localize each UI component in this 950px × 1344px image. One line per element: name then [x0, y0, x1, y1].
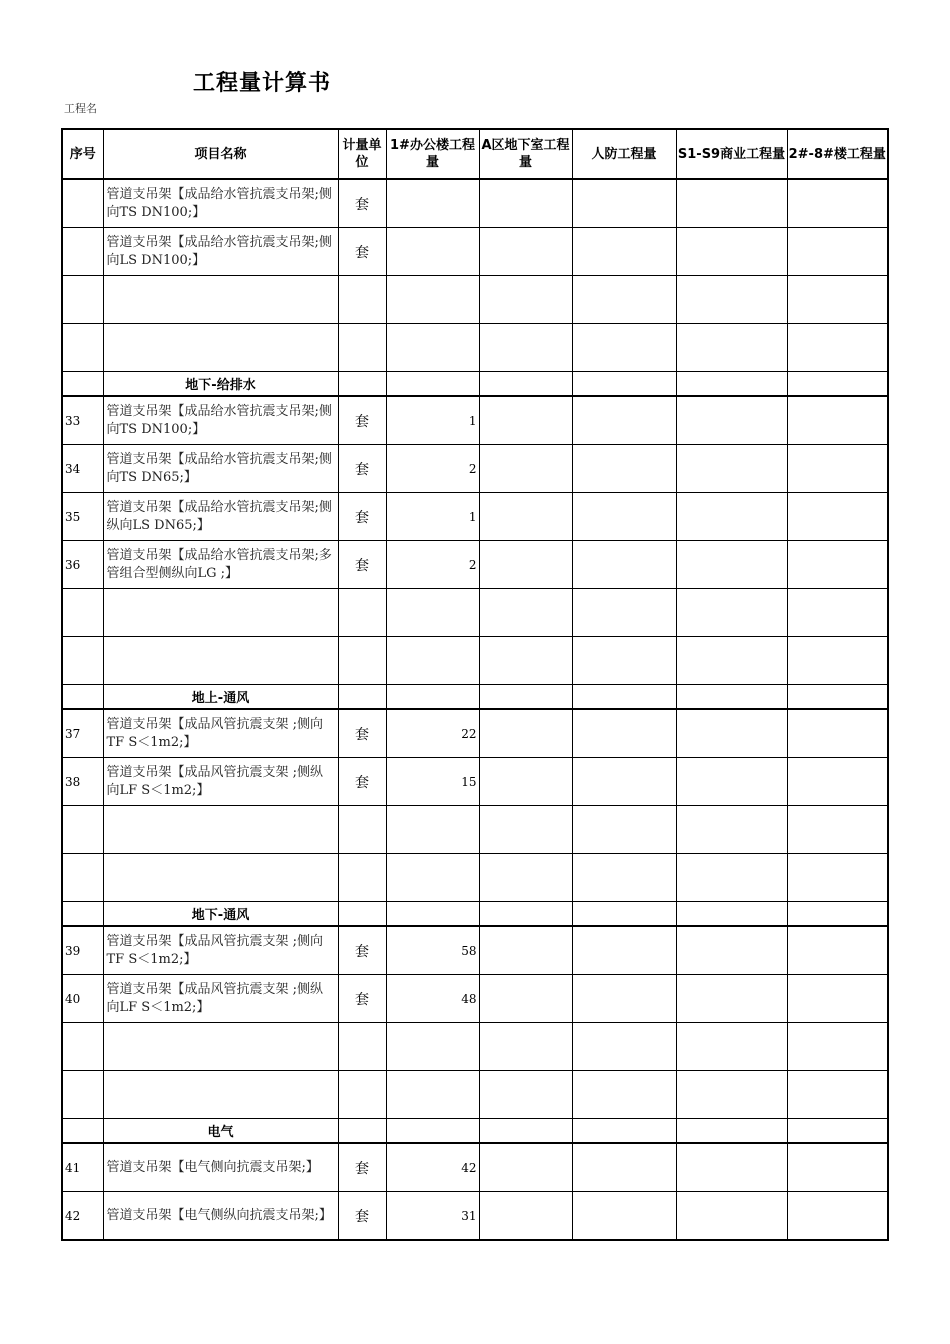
empty-cell	[386, 1071, 479, 1119]
quantity-cell: 1	[386, 493, 479, 541]
quantity-cell	[787, 396, 888, 445]
empty-cell	[103, 1023, 338, 1071]
empty-cell	[787, 685, 888, 710]
quantity-cell	[676, 396, 787, 445]
empty-cell	[479, 324, 572, 372]
empty-cell	[787, 1023, 888, 1071]
empty-cell	[103, 276, 338, 324]
empty-cell	[479, 637, 572, 685]
empty-cell	[338, 685, 386, 710]
quantity-cell	[479, 541, 572, 589]
quantity-cell	[572, 541, 676, 589]
empty-cell	[338, 806, 386, 854]
project-name-label: 工程名	[64, 102, 97, 115]
quantity-table	[61, 128, 889, 1241]
empty-cell	[103, 589, 338, 637]
empty-cell	[386, 276, 479, 324]
unit-cell: 套	[338, 1192, 386, 1241]
section-title: 地下-给排水	[103, 372, 338, 397]
empty-cell	[386, 1023, 479, 1071]
quantity-cell	[572, 445, 676, 493]
quantity-cell	[676, 228, 787, 276]
section-title: 地上-通风	[103, 685, 338, 710]
section-row	[62, 1119, 888, 1144]
empty-cell	[676, 1119, 787, 1144]
quantity-cell	[479, 709, 572, 758]
empty-cell	[676, 1023, 787, 1071]
section-row	[62, 685, 888, 710]
empty-cell	[787, 1119, 888, 1144]
empty-cell	[479, 1023, 572, 1071]
empty-cell	[572, 324, 676, 372]
blank-row	[62, 1023, 888, 1071]
quantity-cell	[479, 926, 572, 975]
empty-cell	[338, 637, 386, 685]
quantity-cell	[676, 1192, 787, 1241]
seq-cell: 40	[62, 975, 103, 1023]
item-name-cell: 管道支吊架【成品风管抗震支架 ;侧纵向LF S＜1m2;】	[103, 975, 338, 1023]
empty-cell	[572, 854, 676, 902]
table-row	[62, 758, 888, 806]
quantity-cell	[787, 758, 888, 806]
empty-cell	[787, 637, 888, 685]
empty-cell	[572, 1119, 676, 1144]
empty-cell	[479, 276, 572, 324]
empty-cell	[386, 589, 479, 637]
quantity-cell: 31	[386, 1192, 479, 1241]
empty-cell	[572, 637, 676, 685]
quantity-cell	[479, 396, 572, 445]
unit-cell: 套	[338, 493, 386, 541]
quantity-cell	[572, 926, 676, 975]
empty-cell	[479, 854, 572, 902]
empty-cell	[572, 806, 676, 854]
empty-cell	[62, 854, 103, 902]
quantity-cell	[676, 709, 787, 758]
empty-cell	[62, 276, 103, 324]
quantity-cell	[479, 1192, 572, 1241]
empty-cell	[479, 1071, 572, 1119]
table-row	[62, 541, 888, 589]
quantity-cell	[386, 179, 479, 228]
empty-cell	[386, 1119, 479, 1144]
header-q1: 1#办公楼工程量	[386, 129, 479, 179]
quantity-cell	[676, 493, 787, 541]
quantity-cell	[572, 493, 676, 541]
table-row	[62, 493, 888, 541]
empty-cell	[676, 685, 787, 710]
quantity-cell	[676, 975, 787, 1023]
item-name-cell: 管道支吊架【电气侧向抗震支吊架;】	[103, 1143, 338, 1192]
seq-cell: 39	[62, 926, 103, 975]
empty-cell	[572, 276, 676, 324]
table-row	[62, 445, 888, 493]
quantity-cell	[787, 228, 888, 276]
unit-cell: 套	[338, 179, 386, 228]
quantity-cell	[676, 1143, 787, 1192]
seq-cell	[62, 685, 103, 710]
empty-cell	[787, 324, 888, 372]
quantity-cell	[572, 396, 676, 445]
empty-cell	[787, 806, 888, 854]
item-name-cell: 管道支吊架【成品给水管抗震支吊架;侧纵向LS DN65;】	[103, 493, 338, 541]
document-title: 工程量计算书	[193, 71, 332, 96]
empty-cell	[572, 1071, 676, 1119]
seq-cell	[62, 228, 103, 276]
quantity-cell	[572, 228, 676, 276]
empty-cell	[386, 685, 479, 710]
item-name-cell: 管道支吊架【电气侧纵向抗震支吊架;】	[103, 1192, 338, 1241]
blank-row	[62, 806, 888, 854]
empty-cell	[479, 1119, 572, 1144]
empty-cell	[386, 372, 479, 397]
seq-cell: 37	[62, 709, 103, 758]
quantity-cell	[787, 975, 888, 1023]
unit-cell: 套	[338, 228, 386, 276]
table-row	[62, 228, 888, 276]
unit-cell: 套	[338, 975, 386, 1023]
empty-cell	[787, 902, 888, 927]
item-name-cell: 管道支吊架【成品风管抗震支架 ;侧向TF S＜1m2;】	[103, 926, 338, 975]
empty-cell	[787, 854, 888, 902]
header-q2: A区地下室工程量	[479, 129, 572, 179]
quantity-cell	[787, 179, 888, 228]
table-row	[62, 179, 888, 228]
seq-cell	[62, 179, 103, 228]
quantity-cell: 2	[386, 541, 479, 589]
quantity-cell	[479, 1143, 572, 1192]
item-name-cell: 管道支吊架【成品风管抗震支架 ;侧向TF S＜1m2;】	[103, 709, 338, 758]
seq-cell: 38	[62, 758, 103, 806]
quantity-cell	[787, 541, 888, 589]
empty-cell	[386, 324, 479, 372]
empty-cell	[787, 589, 888, 637]
unit-cell: 套	[338, 758, 386, 806]
empty-cell	[386, 902, 479, 927]
quantity-cell	[572, 758, 676, 806]
empty-cell	[479, 806, 572, 854]
quantity-cell	[479, 493, 572, 541]
quantity-cell: 58	[386, 926, 479, 975]
quantity-cell: 22	[386, 709, 479, 758]
quantity-cell	[572, 975, 676, 1023]
blank-row	[62, 637, 888, 685]
quantity-cell	[676, 445, 787, 493]
item-name-cell: 管道支吊架【成品给水管抗震支吊架;侧向TS DN65;】	[103, 445, 338, 493]
quantity-cell	[787, 709, 888, 758]
table-row	[62, 975, 888, 1023]
empty-cell	[676, 902, 787, 927]
quantity-cell	[479, 758, 572, 806]
unit-cell: 套	[338, 541, 386, 589]
empty-cell	[103, 637, 338, 685]
empty-cell	[386, 637, 479, 685]
seq-cell	[62, 1119, 103, 1144]
quantity-cell	[676, 179, 787, 228]
empty-cell	[338, 1071, 386, 1119]
empty-cell	[103, 854, 338, 902]
table-row	[62, 1143, 888, 1192]
quantity-cell	[572, 1192, 676, 1241]
empty-cell	[676, 276, 787, 324]
blank-row	[62, 1071, 888, 1119]
empty-cell	[676, 637, 787, 685]
empty-cell	[787, 372, 888, 397]
empty-cell	[676, 324, 787, 372]
empty-cell	[572, 685, 676, 710]
blank-row	[62, 324, 888, 372]
blank-row	[62, 854, 888, 902]
seq-cell	[62, 372, 103, 397]
seq-cell	[62, 902, 103, 927]
quantity-cell: 2	[386, 445, 479, 493]
empty-cell	[338, 1023, 386, 1071]
table-row	[62, 709, 888, 758]
empty-cell	[338, 589, 386, 637]
quantity-cell	[676, 758, 787, 806]
table-body	[62, 179, 888, 1240]
quantity-cell	[787, 493, 888, 541]
item-name-cell: 管道支吊架【成品给水管抗震支吊架;侧向LS DN100;】	[103, 228, 338, 276]
quantity-cell	[676, 541, 787, 589]
empty-cell	[62, 589, 103, 637]
seq-cell: 42	[62, 1192, 103, 1241]
empty-cell	[787, 276, 888, 324]
empty-cell	[338, 276, 386, 324]
section-row	[62, 372, 888, 397]
quantity-cell	[787, 1143, 888, 1192]
blank-row	[62, 276, 888, 324]
quantity-cell	[479, 445, 572, 493]
quantity-cell	[479, 228, 572, 276]
quantity-cell	[572, 179, 676, 228]
quantity-cell	[676, 926, 787, 975]
item-name-cell: 管道支吊架【成品给水管抗震支吊架;侧向TS DN100;】	[103, 179, 338, 228]
table-row	[62, 1192, 888, 1241]
empty-cell	[103, 324, 338, 372]
quantity-cell	[479, 975, 572, 1023]
quantity-cell: 1	[386, 396, 479, 445]
empty-cell	[479, 589, 572, 637]
empty-cell	[676, 806, 787, 854]
header-unit: 计量单位	[338, 129, 386, 179]
empty-cell	[479, 685, 572, 710]
quantity-cell	[787, 1192, 888, 1241]
unit-cell: 套	[338, 926, 386, 975]
empty-cell	[676, 854, 787, 902]
seq-cell: 35	[62, 493, 103, 541]
seq-cell: 36	[62, 541, 103, 589]
quantity-cell: 42	[386, 1143, 479, 1192]
empty-cell	[386, 854, 479, 902]
seq-cell: 33	[62, 396, 103, 445]
unit-cell: 套	[338, 1143, 386, 1192]
section-title: 地下-通风	[103, 902, 338, 927]
empty-cell	[676, 1071, 787, 1119]
empty-cell	[572, 1023, 676, 1071]
quantity-cell: 48	[386, 975, 479, 1023]
empty-cell	[386, 806, 479, 854]
empty-cell	[338, 854, 386, 902]
empty-cell	[103, 1071, 338, 1119]
empty-cell	[62, 1023, 103, 1071]
item-name-cell: 管道支吊架【成品给水管抗震支吊架;侧向TS DN100;】	[103, 396, 338, 445]
empty-cell	[62, 806, 103, 854]
empty-cell	[338, 324, 386, 372]
empty-cell	[572, 372, 676, 397]
empty-cell	[572, 589, 676, 637]
seq-cell: 41	[62, 1143, 103, 1192]
empty-cell	[338, 902, 386, 927]
header-q5: 2#-8#楼工程量	[787, 129, 888, 179]
quantity-cell	[572, 1143, 676, 1192]
header-q4: S1-S9商业工程量	[676, 129, 787, 179]
item-name-cell: 管道支吊架【成品给水管抗震支吊架;多管组合型侧纵向LG ;】	[103, 541, 338, 589]
table-header-row	[62, 129, 888, 179]
section-title: 电气	[103, 1119, 338, 1144]
empty-cell	[62, 324, 103, 372]
quantity-cell: 15	[386, 758, 479, 806]
unit-cell: 套	[338, 709, 386, 758]
quantity-cell	[787, 445, 888, 493]
empty-cell	[62, 1071, 103, 1119]
quantity-cell	[787, 926, 888, 975]
empty-cell	[572, 902, 676, 927]
unit-cell: 套	[338, 396, 386, 445]
empty-cell	[676, 589, 787, 637]
table-row	[62, 926, 888, 975]
table-row	[62, 396, 888, 445]
seq-cell: 34	[62, 445, 103, 493]
section-row	[62, 902, 888, 927]
quantity-cell	[572, 709, 676, 758]
empty-cell	[787, 1071, 888, 1119]
empty-cell	[338, 1119, 386, 1144]
quantity-cell	[386, 228, 479, 276]
empty-cell	[62, 637, 103, 685]
header-q3: 人防工程量	[572, 129, 676, 179]
item-name-cell: 管道支吊架【成品风管抗震支架 ;侧纵向LF S＜1m2;】	[103, 758, 338, 806]
empty-cell	[338, 372, 386, 397]
unit-cell: 套	[338, 445, 386, 493]
empty-cell	[676, 372, 787, 397]
empty-cell	[103, 806, 338, 854]
quantity-cell	[479, 179, 572, 228]
header-name: 项目名称	[103, 129, 338, 179]
header-seq: 序号	[62, 129, 103, 179]
empty-cell	[479, 902, 572, 927]
blank-row	[62, 589, 888, 637]
empty-cell	[479, 372, 572, 397]
